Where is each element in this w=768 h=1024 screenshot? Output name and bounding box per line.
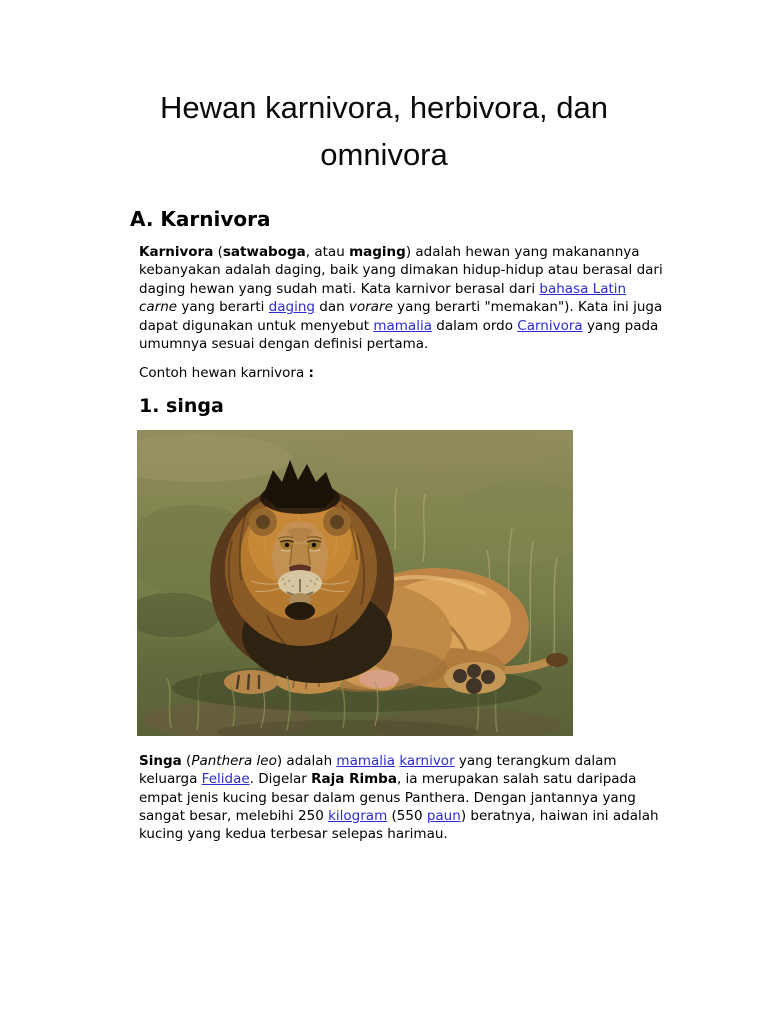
text-run: yang pada umumnya sesuai dengan definisi pertama. bbox=[139, 317, 659, 353]
bold-text: : bbox=[308, 365, 314, 382]
text-run: . Digelar bbox=[249, 771, 312, 788]
inline-link[interactable]: daging bbox=[268, 299, 315, 316]
text-run: yang terangkum dalam keluarga bbox=[139, 752, 617, 788]
italic-text: vorare bbox=[348, 299, 393, 316]
lion-photo-illustration bbox=[137, 430, 573, 736]
text-run: ( bbox=[181, 752, 192, 769]
inline-link[interactable]: bahasa Latin bbox=[539, 280, 627, 297]
item-1-heading: 1. singa bbox=[139, 394, 224, 417]
contoh-label bbox=[139, 364, 666, 382]
text-run: yang berarti bbox=[177, 299, 269, 316]
lion-photo bbox=[137, 430, 573, 736]
text-run: (550 bbox=[387, 808, 427, 825]
text-run: , atau bbox=[305, 244, 350, 260]
bold-text: satwaboga bbox=[222, 244, 306, 260]
text-run: ( bbox=[213, 244, 223, 260]
text-run: dalam ordo bbox=[431, 317, 518, 334]
text-run: dan bbox=[314, 299, 349, 316]
inline-link[interactable]: paun bbox=[426, 808, 461, 825]
italic-text: carne bbox=[139, 299, 178, 316]
italic-text: Panthera leo bbox=[191, 752, 277, 769]
text-run: Contoh hewan karnivora bbox=[139, 365, 309, 382]
text-run: yang berarti "memakan"). Kata ini juga dapat digunakan untuk menyebut bbox=[139, 299, 663, 334]
inline-link[interactable]: mamalia bbox=[336, 752, 396, 769]
inline-link[interactable]: Felidae bbox=[201, 771, 250, 788]
inline-link[interactable]: Carnivora bbox=[517, 317, 583, 334]
text-run: ) beratnya, haiwan ini adalah kucing yang kedua terbesar selepas harimau. bbox=[139, 808, 659, 843]
section-a-heading: A. Karnivora bbox=[130, 207, 271, 231]
inline-link[interactable]: kilogram bbox=[328, 808, 388, 825]
document-title: Hewan karnivora, herbivora, dan omnivora bbox=[159, 90, 609, 172]
paragraph-singa bbox=[139, 752, 666, 844]
text-run: ) adalah bbox=[276, 752, 337, 769]
inline-link[interactable]: karnivor bbox=[399, 752, 455, 769]
text-run: , ia merupakan salah satu daripada empat jenis kucing besar dalam genus Panthera. Dengan jantannya yang sangat besar, melebihi 250 bbox=[139, 771, 637, 825]
inline-link[interactable]: mamalia bbox=[373, 317, 432, 334]
bold-text: Singa bbox=[139, 752, 182, 769]
bold-text: maging bbox=[349, 244, 406, 260]
bold-text: Karnivora bbox=[139, 244, 214, 260]
text-run: ) adalah hewan yang makanannya kebanyakan adalah daging, baik yang dimakan hidup-hidup atau berasal dari daging hewan yang sudah mati. Kata karnivor berasal dari bbox=[139, 244, 663, 297]
bold-text: Raja Rimba bbox=[311, 771, 397, 788]
paragraph-karnivora bbox=[139, 243, 666, 353]
